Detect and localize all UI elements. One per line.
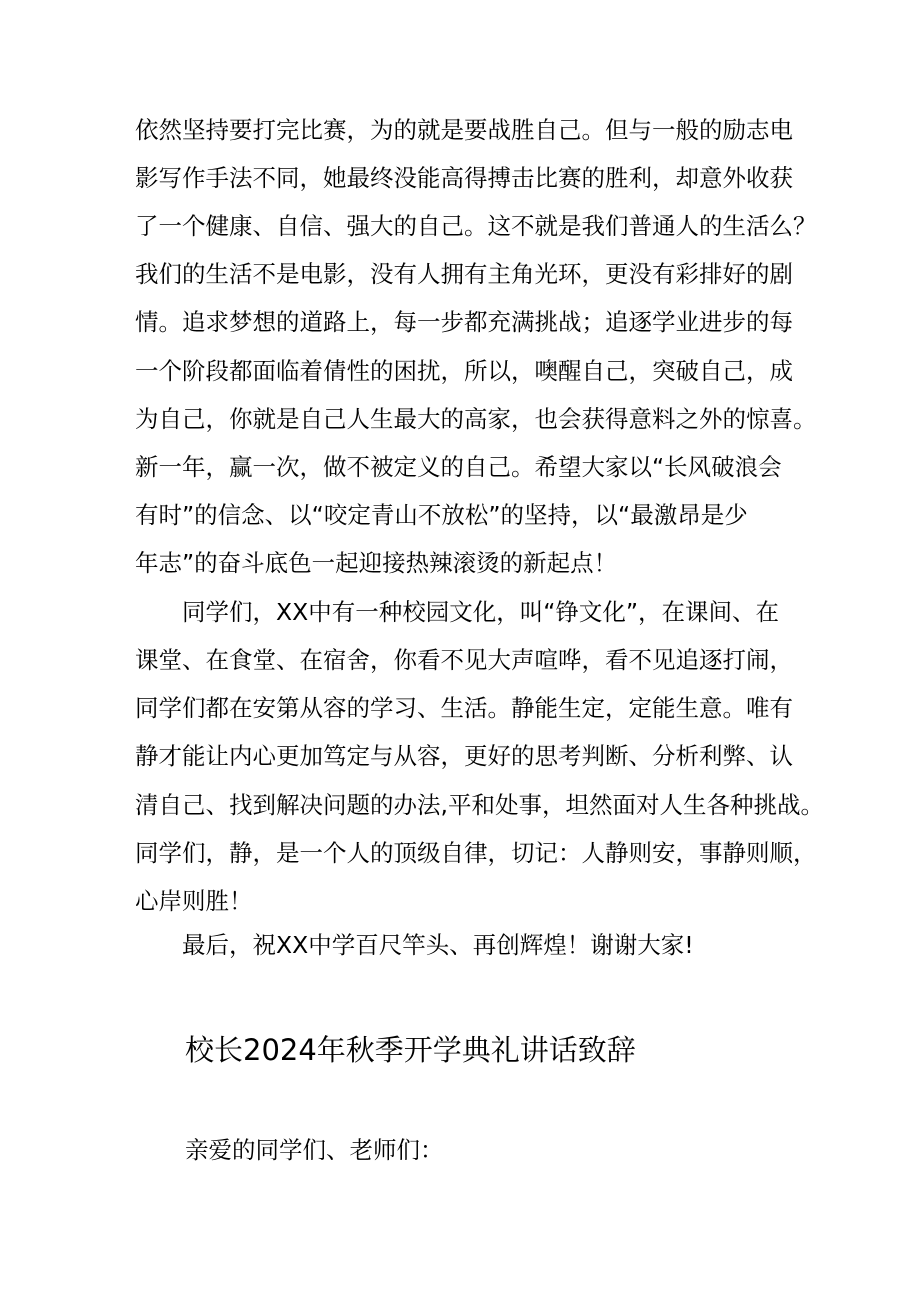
text-line-15: 清自己、找到解决问题的办法,平和处事，坦然面对人生各种挑战。 bbox=[135, 791, 824, 819]
text-line-18: 最后，祝XX中学百尺竿头、再创辉煌！谢谢大家! bbox=[135, 931, 694, 959]
text-line-13: 同学们都在安第从容的学习、生活。静能生定，定能生意。唯有 bbox=[135, 694, 793, 722]
text-line-6: 一个阶段都面临着倩性的困扰，所以，噢醒自己，突破自己，成 bbox=[135, 357, 793, 385]
text-line-8: 新一年，赢一次，做不被定义的自己。希望大家以“长风破浪会 bbox=[135, 453, 782, 481]
text-line-3: 了一个健康、自信、强大的自己。这不就是我们普通人的生活么？ bbox=[135, 212, 817, 240]
greeting-line: 亲爱的同学们、老师们： bbox=[185, 1136, 444, 1164]
text-line-9: 有时”的信念、以“咬定青山不放松”的坚持，以“最激昂是少 bbox=[135, 501, 748, 529]
text-line-2: 影写作手法不同，她最终没能高得搏击比赛的胜利，却意外收获 bbox=[135, 164, 793, 192]
text-line-11: 同学们，XX中有一种校园文化，叫“铮文化”，在课间、在 bbox=[135, 598, 780, 626]
text-line-1: 依然坚持要打完比赛，为的就是要战胜自己。但与一般的励志电 bbox=[135, 116, 793, 144]
text-line-14: 静才能让内心更加笃定与从容，更好的思考判断、分析利弊、认 bbox=[135, 742, 793, 770]
text-line-5: 情。追求梦想的道路上，每一步都充满挑战；追逐学业进步的每 bbox=[135, 308, 793, 336]
text-line-17: 心岸则胜！ bbox=[135, 887, 253, 915]
text-line-7: 为自己，你就是自己人生最大的高家，也会获得意料之外的惊喜。 bbox=[135, 405, 817, 433]
text-line-4: 我们的生活不是电影，没有人拥有主角光环，更没有彩排好的剧 bbox=[135, 260, 793, 288]
text-line-10: 年志”的奋斗底色一起迎接热辣滚烫的新起点！ bbox=[135, 549, 618, 577]
text-line-16: 同学们，静，是一个人的顶级自律，切记：人静则安，事静则顺， bbox=[135, 839, 817, 867]
document-title: 校长2024年秋季开学典礼讲话致辞 bbox=[185, 1033, 636, 1067]
text-line-12: 课堂、在食堂、在宿舍，你看不见大声喧哗，看不见追逐打闹， bbox=[135, 646, 793, 674]
